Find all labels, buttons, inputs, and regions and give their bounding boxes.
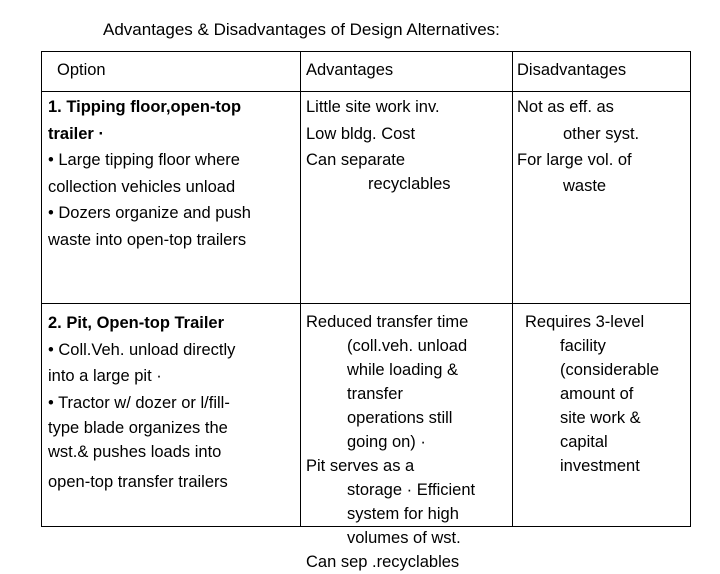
row2-advantage-line: Can sep .recyclables xyxy=(306,553,460,571)
row2-advantage-line: transfer xyxy=(347,385,403,403)
row1-option-line: collection vehicles unload xyxy=(48,177,236,196)
row2-option-cell xyxy=(42,304,301,527)
row1-option-cell xyxy=(42,92,301,304)
row2-disadvantages-cell xyxy=(513,304,691,527)
row1-disadvantage-line: other syst. xyxy=(563,124,640,143)
row2-option-line: wst.& pushes loads into xyxy=(48,443,222,461)
header-option xyxy=(42,52,301,92)
slide-title: Advantages & Disadvantages of Design Alternatives: xyxy=(103,20,500,39)
row1-option-line: waste into open-top trailers xyxy=(48,230,247,249)
row2-disadvantage-line: site work & xyxy=(560,409,641,427)
header-advantages xyxy=(301,52,513,92)
row1-disadvantage-line: waste xyxy=(563,176,607,195)
row2-option-line: into a large pit · xyxy=(48,367,162,385)
row2-option-line: • Coll.Veh. unload directly xyxy=(48,340,236,359)
row2-disadvantage-line: amount of xyxy=(560,385,634,403)
row1-advantage-line: Can separate xyxy=(306,151,406,169)
row2-advantage-line: while loading & xyxy=(347,361,458,379)
row1-option-line: • Large tipping floor where xyxy=(48,151,240,169)
header-option-text: Option xyxy=(57,61,106,79)
row1-option-heading: 1. Tipping floor,open-top xyxy=(48,98,242,116)
row2-disadvantage-line: Requires 3-level xyxy=(525,313,645,331)
comparison-table xyxy=(41,51,691,571)
row2-advantage-line: operations still xyxy=(347,409,453,427)
row2-advantage-line: Pit serves as a xyxy=(306,457,415,475)
row2-disadvantage-line: investment xyxy=(560,457,640,475)
header-advantages-text: Advantages xyxy=(306,61,394,79)
row1-advantage-line: recyclables xyxy=(368,175,451,193)
row1-disadvantages-cell xyxy=(513,92,691,304)
row1-advantage-line: Little site work inv. xyxy=(306,98,440,116)
row2-advantage-line: storage · Efficient xyxy=(347,481,476,499)
row2-disadvantage-line: facility xyxy=(560,337,606,355)
row1-disadvantage-line: For large vol. of xyxy=(517,151,632,169)
row2-option-heading: 2. Pit, Open-top Trailer xyxy=(48,314,225,332)
row2-advantage-line: system for high xyxy=(347,505,459,523)
row1-option-line: • Dozers organize and push xyxy=(48,204,251,222)
row1-advantage-line: Low bldg. Cost xyxy=(306,125,416,143)
header-disadvantages xyxy=(513,52,691,92)
row2-advantage-line: going on) · xyxy=(347,433,426,451)
row1-disadvantage-line: Not as eff. as xyxy=(517,98,614,116)
row2-option-line: type blade organizes the xyxy=(48,419,228,437)
row2-advantage-line: (coll.veh. unload xyxy=(347,337,468,355)
row1-advantages-cell xyxy=(301,92,513,304)
row2-advantage-line: Reduced transfer time xyxy=(306,313,469,331)
row2-disadvantage-line: (considerable xyxy=(560,361,660,379)
row2-advantage-line: volumes of wst. xyxy=(347,529,461,547)
row2-advantages-cell xyxy=(301,304,513,571)
header-disadvantages-text: Disadvantages xyxy=(517,61,627,79)
row1-option-heading-cont: trailer · xyxy=(48,124,104,143)
row2-option-line: open-top transfer trailers xyxy=(48,473,228,491)
row2-disadvantage-line: capital xyxy=(560,433,608,451)
row2-option-line: • Tractor w/ dozer or l/fill- xyxy=(48,393,230,412)
